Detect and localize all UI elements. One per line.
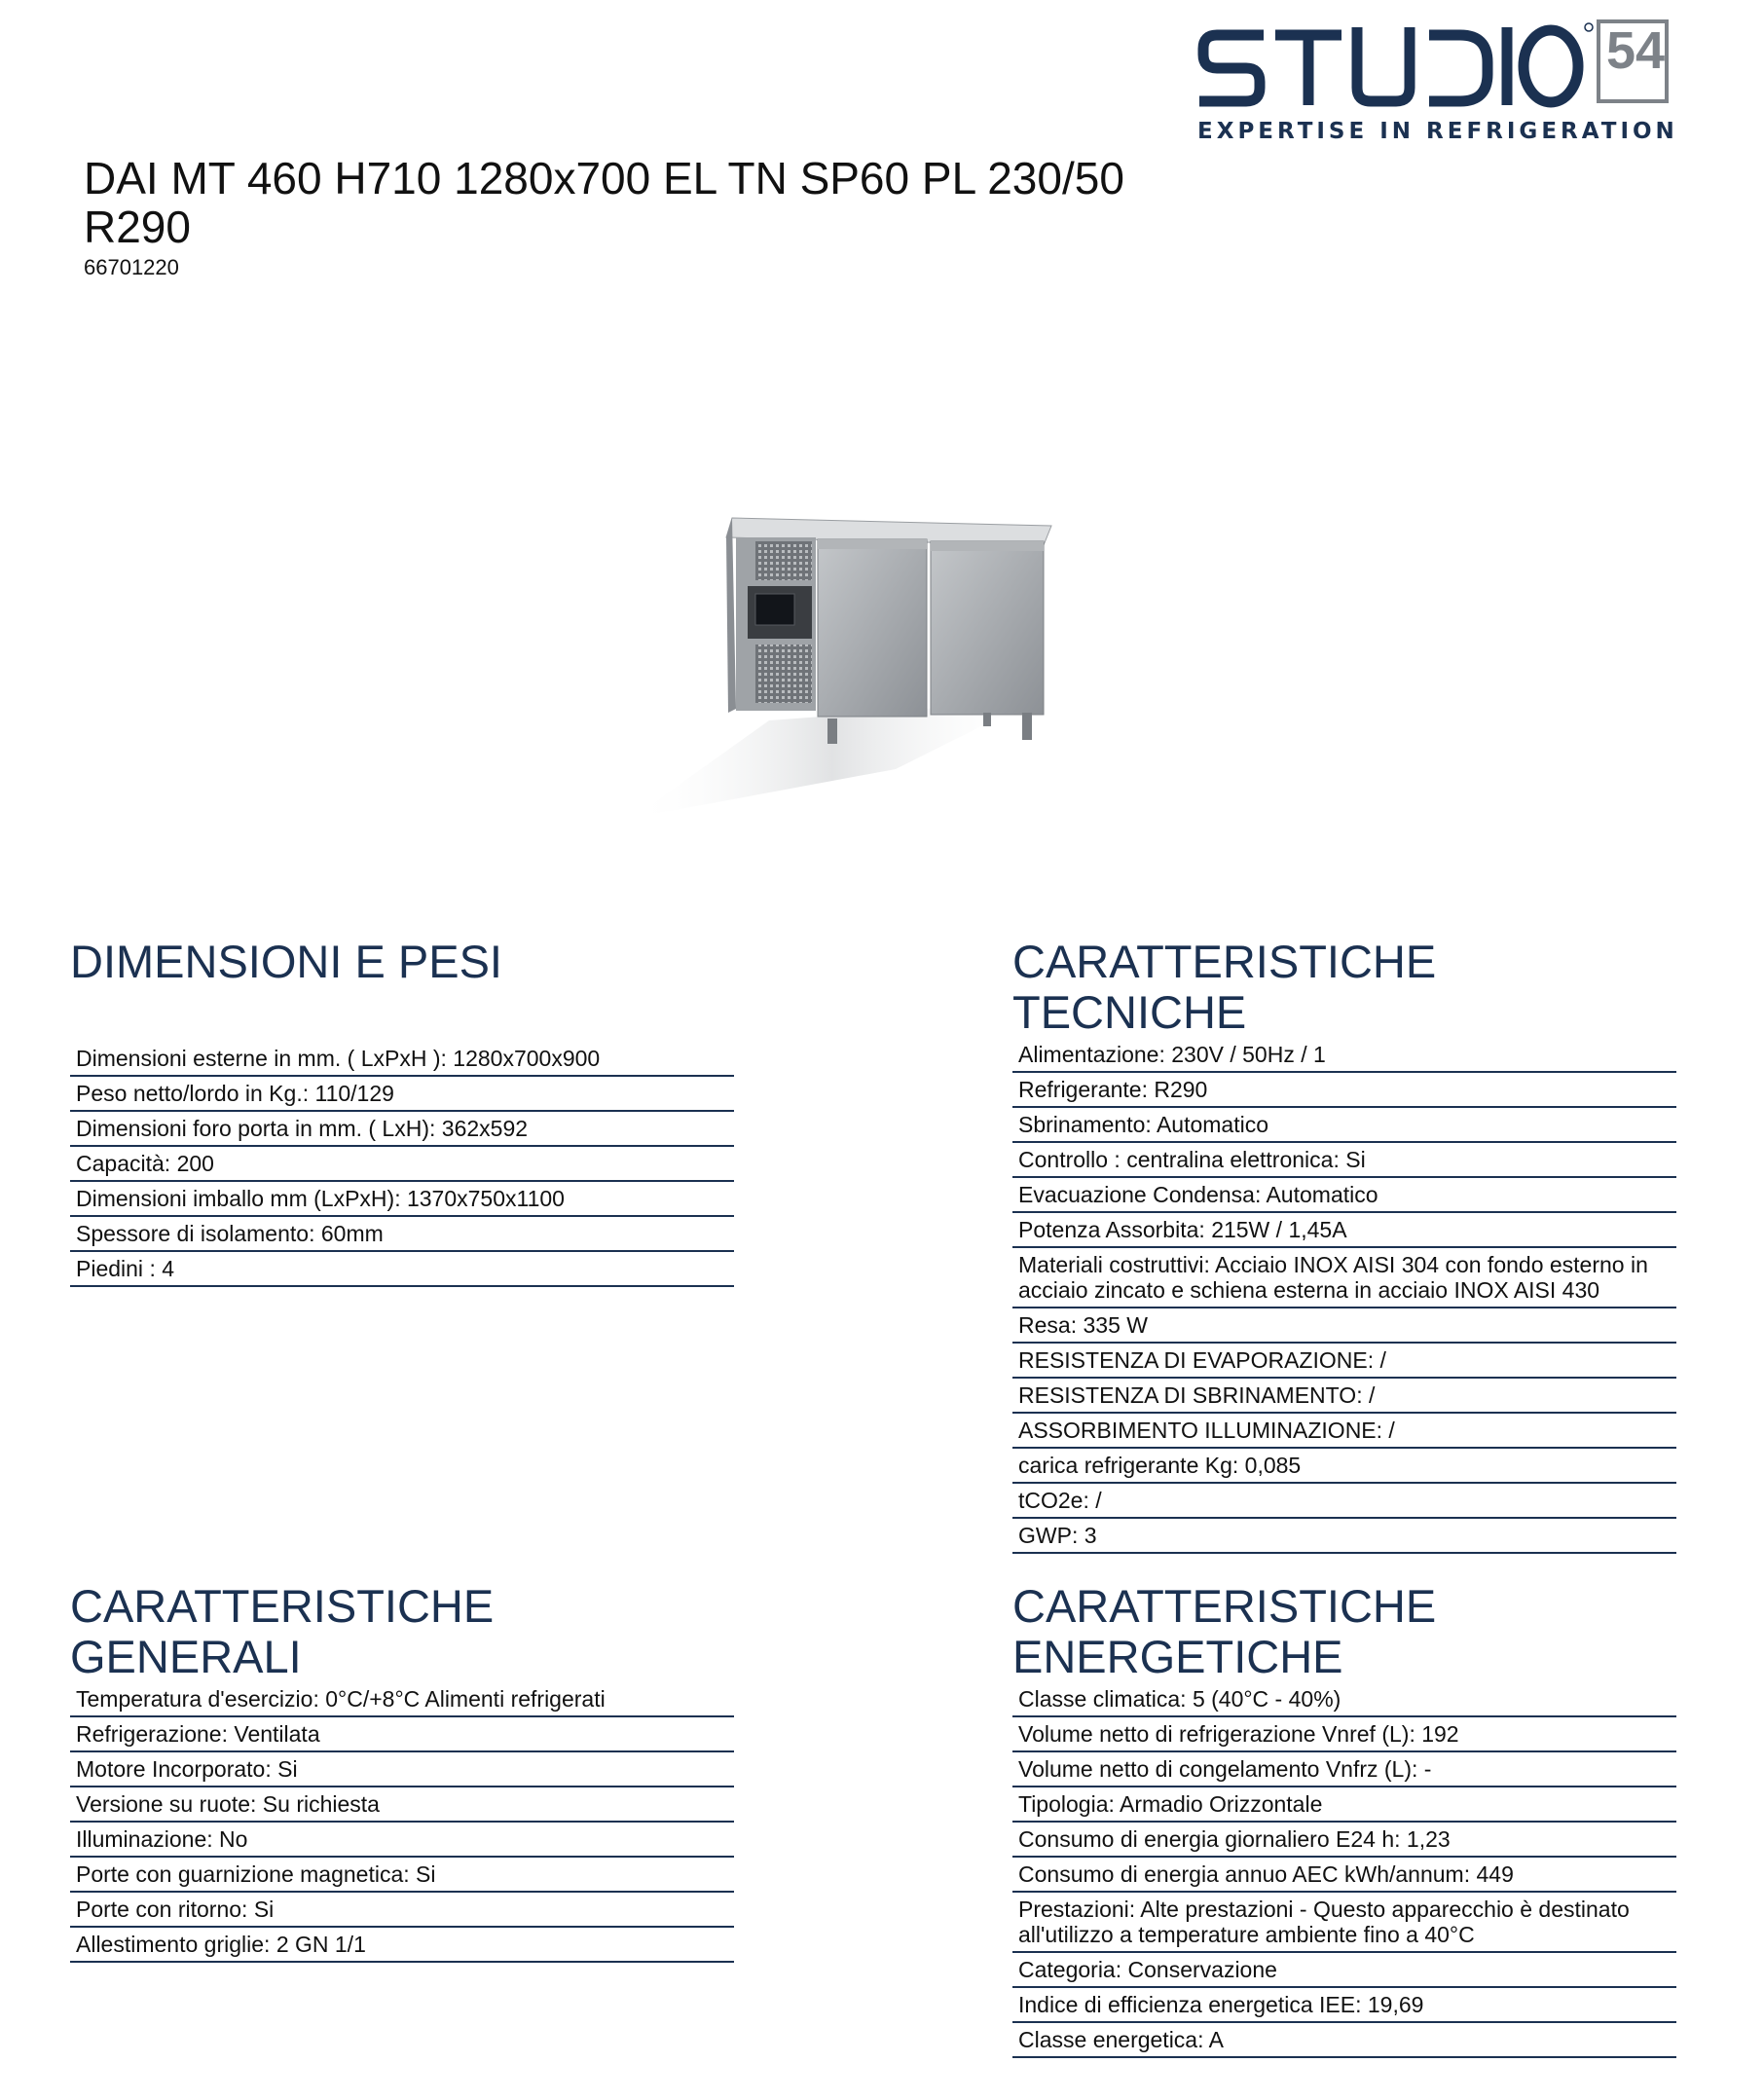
spec-value: Si [253, 1897, 275, 1922]
spec-value: 0,085 [1244, 1453, 1302, 1478]
spec-value: 449 [1476, 1861, 1514, 1887]
spec-row [70, 1823, 734, 1858]
spec-row [70, 1752, 734, 1787]
spec-value: Si [277, 1756, 298, 1782]
spec-value: 3 [1084, 1523, 1097, 1548]
spec-label: Versione su ruote : [76, 1791, 263, 1817]
product-code: 66701220 [84, 255, 179, 279]
spec-row [1012, 1682, 1676, 1717]
section-title: CARATTERISTICHE TECNICHE [1012, 936, 1437, 1038]
spec-label: Capacità : [76, 1151, 177, 1176]
spec-row [1012, 1073, 1676, 1108]
spec-label: Tipologia : [1018, 1791, 1120, 1817]
spec-label: Indice di efficienza energetica IEE : [1018, 1992, 1368, 2017]
spec-label: Consumo di energia giornaliero E24 h : [1018, 1826, 1407, 1852]
spec-row [1012, 1988, 1676, 2023]
spec-value: 60mm [320, 1221, 384, 1246]
spec-row [70, 1717, 734, 1752]
spec-row [1012, 1752, 1676, 1787]
spec-label: Porte con guarnizione magnetica : [76, 1861, 416, 1887]
spec-label: Peso netto/lordo in Kg. : [76, 1081, 315, 1106]
spec-label: RESISTENZA DI EVAPORAZIONE : [1018, 1347, 1379, 1373]
spec-label: Temperatura d'esercizio : [76, 1686, 325, 1712]
spec-row [1012, 1414, 1676, 1449]
spec-row [1012, 1248, 1676, 1308]
spec-label: Classe climatica : [1018, 1686, 1193, 1712]
spec-row [70, 1182, 734, 1217]
spec-list [70, 1682, 734, 1963]
section-title: CARATTERISTICHE GENERALI [70, 1580, 495, 1682]
spec-label: Consumo di energia annuo AEC kWh/annum : [1018, 1861, 1477, 1887]
spec-row [1012, 1717, 1676, 1752]
spec-value: / [1368, 1382, 1376, 1408]
spec-label: Alimentazione : [1018, 1042, 1171, 1067]
spec-value: 362x592 [441, 1116, 529, 1141]
spec-row [70, 1858, 734, 1893]
spec-label: Dimensioni esterne in mm. ( LxPxH ) : [76, 1046, 453, 1071]
svg-text:54: 54 [1606, 21, 1666, 80]
spec-label: carica refrigerante Kg : [1018, 1453, 1245, 1478]
spec-label: ASSORBIMENTO ILLUMINAZIONE : [1018, 1418, 1388, 1443]
spec-list [1012, 1682, 1676, 2058]
spec-label: Classe energetica : [1018, 2027, 1209, 2052]
section-title: CARATTERISTICHE ENERGETICHE [1012, 1580, 1437, 1682]
section-energetiche [1012, 1581, 1676, 2058]
spec-value: 19,69 [1367, 1992, 1424, 2017]
spec-label: Motore Incorporato : [76, 1756, 277, 1782]
spec-value: 335 W [1083, 1312, 1148, 1338]
spec-row [70, 1893, 734, 1928]
spec-label: Refrigerante : [1018, 1077, 1154, 1102]
spec-value: Automatico [1266, 1182, 1378, 1207]
spec-value: Ventilata [234, 1721, 320, 1747]
spec-row [70, 1787, 734, 1823]
spec-row [1012, 1143, 1676, 1178]
spec-row [1012, 1484, 1676, 1519]
spec-label: Volume netto di refrigerazione Vnref (L) : [1018, 1721, 1421, 1747]
spec-label: Prestazioni : [1018, 1897, 1140, 1922]
spec-label: Dimensioni imballo mm (LxPxH) : [76, 1186, 407, 1211]
spec-row [1012, 2023, 1676, 2058]
product-image [623, 497, 1071, 828]
spec-value: Su richiesta [262, 1791, 380, 1817]
spec-label: Volume netto di congelamento Vnfrz (L) : [1018, 1756, 1424, 1782]
section-tecniche [1012, 937, 1676, 1554]
spec-value: 1,23 [1406, 1826, 1451, 1852]
spec-value: 110/129 [314, 1081, 394, 1106]
spec-label: Categoria : [1018, 1957, 1128, 1982]
spec-value: Conservazione [1127, 1957, 1277, 1982]
spec-row [70, 1077, 734, 1112]
spec-row [1012, 1178, 1676, 1213]
spec-value: 230V / 50Hz / 1 [1171, 1042, 1326, 1067]
spec-label: Materiali costruttivi : [1018, 1252, 1215, 1277]
spec-row [1012, 1787, 1676, 1823]
spec-label: Illuminazione : [76, 1826, 219, 1852]
spec-value: No [219, 1826, 248, 1852]
spec-list [1012, 1038, 1676, 1554]
spec-value: R290 [1154, 1077, 1208, 1102]
spec-row [70, 1928, 734, 1963]
spec-value: 5 (40°C - 40%) [1192, 1686, 1341, 1712]
spec-label: RESISTENZA DI SBRINAMENTO : [1018, 1382, 1369, 1408]
spec-value: Alte prestazioni - Questo apparecchio è destinato all'utilizzo a temperature ambiente fino a 40°C [1018, 1897, 1630, 1947]
spec-value: 192 [1421, 1721, 1459, 1747]
spec-label: Spessore di isolamento : [76, 1221, 321, 1246]
spec-row [1012, 1858, 1676, 1893]
spec-row [1012, 1893, 1676, 1953]
spec-label: Dimensioni foro porta in mm. ( LxH) : [76, 1116, 442, 1141]
spec-label: Allestimento griglie : [76, 1932, 276, 1957]
spec-value: 200 [176, 1151, 214, 1176]
spec-label: Evacuazione Condensa : [1018, 1182, 1266, 1207]
spec-label: tCO2e : [1018, 1488, 1095, 1513]
spec-label: GWP : [1018, 1523, 1084, 1548]
spec-list [70, 1042, 734, 1287]
spec-value: 215W / 1,45A [1211, 1217, 1347, 1242]
spec-row [70, 1112, 734, 1147]
spec-row [1012, 1823, 1676, 1858]
spec-value: 4 [162, 1256, 175, 1281]
spec-row [70, 1217, 734, 1252]
spec-label: Porte con ritorno : [76, 1897, 254, 1922]
spec-value: / [1388, 1418, 1395, 1443]
studio54-logo-icon [1195, 18, 1682, 115]
spec-value: Acciaio INOX AISI 304 con fondo esterno in acciaio zincato e schiena esterna in acciaio INOX AISI 430 [1018, 1252, 1648, 1303]
spec-value: 1370x750x1100 [406, 1186, 565, 1211]
spec-row [1012, 1038, 1676, 1073]
spec-value: Armadio Orizzontale [1120, 1791, 1323, 1817]
spec-row [1012, 1953, 1676, 1988]
brand-tagline: EXPERTISE IN REFRIGERATION [1197, 119, 1678, 144]
spec-label: Piedini : [76, 1256, 162, 1281]
brand-logo [1195, 18, 1682, 150]
spec-row [1012, 1379, 1676, 1414]
spec-value: A [1208, 2027, 1224, 2052]
spec-value: / [1379, 1347, 1386, 1373]
spec-value: Si [1345, 1147, 1366, 1172]
spec-value: 1280x700x900 [453, 1046, 601, 1071]
spec-row [1012, 1108, 1676, 1143]
spec-row [1012, 1308, 1676, 1344]
spec-row [70, 1682, 734, 1717]
spec-value: 0°C/+8°C Alimenti refrigerati [325, 1686, 606, 1712]
spec-value: Automatico [1156, 1112, 1268, 1137]
spec-row [1012, 1449, 1676, 1484]
spec-row [1012, 1519, 1676, 1554]
spec-label: Refrigerazione : [76, 1721, 234, 1747]
spec-value: 2 GN 1/1 [276, 1932, 366, 1957]
spec-label: Controllo : centralina elettronica : [1018, 1147, 1345, 1172]
spec-row [70, 1147, 734, 1182]
spec-row [1012, 1213, 1676, 1248]
section-title: DIMENSIONI E PESI [70, 936, 502, 987]
spec-value: - [1423, 1756, 1432, 1782]
spec-row [1012, 1344, 1676, 1379]
spec-label: Resa : [1018, 1312, 1083, 1338]
spec-label: Potenza Assorbita : [1018, 1217, 1211, 1242]
spec-row [70, 1252, 734, 1287]
spec-row [70, 1042, 734, 1077]
spec-value: Si [416, 1861, 436, 1887]
spec-label: Sbrinamento : [1018, 1112, 1157, 1137]
product-title: DAI MT 460 H710 1280x700 EL TN SP60 PL 230/50 R290 [84, 153, 1124, 252]
section-dimensioni [70, 937, 734, 1287]
section-generali [70, 1581, 734, 1963]
spec-value: / [1095, 1488, 1102, 1513]
